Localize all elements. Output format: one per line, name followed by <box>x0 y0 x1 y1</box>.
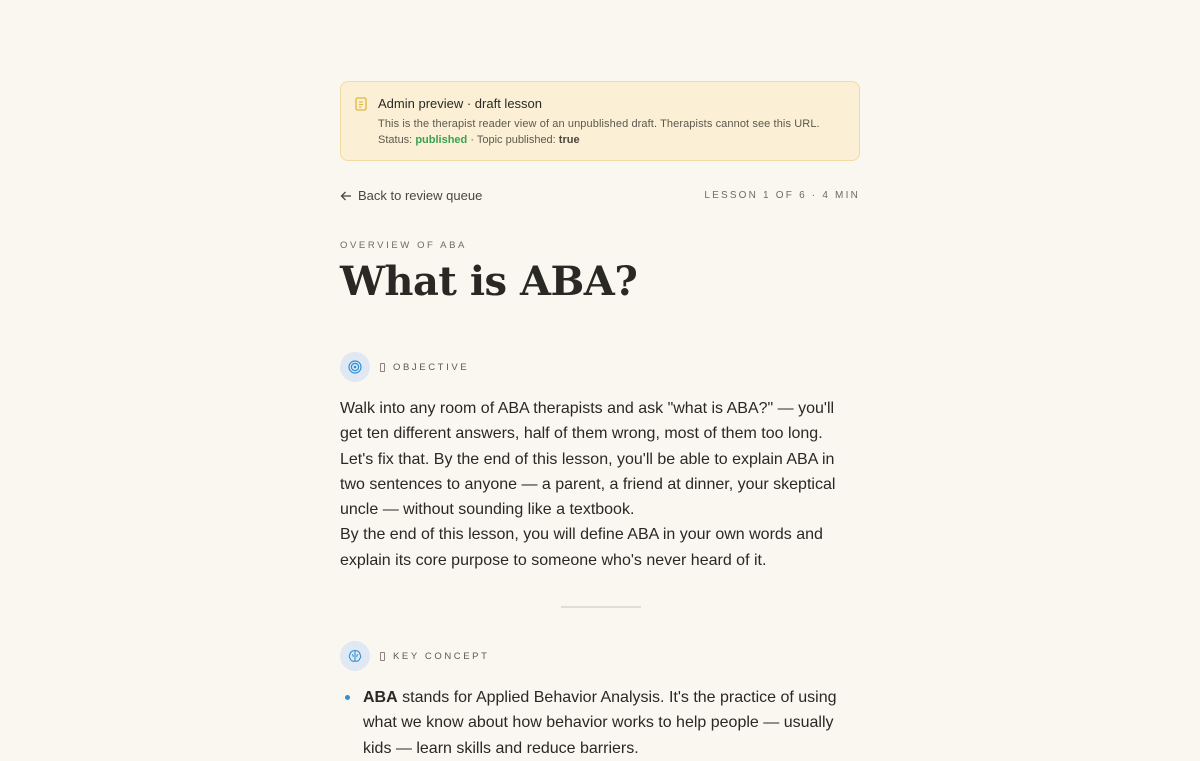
objective-body <box>340 396 860 573</box>
key-concept-section-header <box>340 641 490 671</box>
key-concept-label: KEY CONCEPT <box>393 650 490 662</box>
target-icon <box>340 352 370 382</box>
page-title: What is ABA? <box>340 258 638 305</box>
bullet-dot-icon <box>345 695 350 700</box>
brain-icon <box>340 641 370 671</box>
objective-label: OBJECTIVE <box>393 361 470 373</box>
topic-eyebrow: OVERVIEW OF ABA <box>340 240 467 251</box>
objective-paragraph: By the end of this lesson, you will define ABA in your own words and explain its core purpose to someone who's never heard of it. <box>340 526 823 569</box>
admin-preview-banner <box>340 81 860 161</box>
section-divider <box>561 606 641 608</box>
lesson-progress-meta: LESSON 1 OF 6 · 4 MIN <box>704 190 860 201</box>
document-icon <box>355 97 367 111</box>
status-label: Status: <box>378 134 413 146</box>
placeholder-glyph-icon <box>380 652 385 661</box>
arrow-left-icon <box>340 190 352 202</box>
placeholder-glyph-icon <box>380 363 385 372</box>
banner-description: This is the therapist reader view of an unpublished draft. Therapists cannot see this URL. <box>378 118 820 130</box>
topic-published-value: true <box>558 134 580 146</box>
objective-paragraph: Walk into any room of ABA therapists and ask "what is ABA?" — you'll get ten different answers, half of them wrong, most of them too long. Let's fix that. By the end of this lesson, you'll be able to explain ABA in two sentences to anyone — a parent, a friend at dinner, your skeptical uncle — without sounding like a textbook. <box>340 400 836 519</box>
banner-title: Admin preview · draft lesson <box>378 96 543 111</box>
back-to-review-queue-link[interactable] <box>340 188 482 203</box>
objective-section-header <box>340 352 469 382</box>
key-term: ABA <box>363 689 398 706</box>
key-term-definition: stands for Applied Behavior Analysis. It's the practice of using what we know about how behavior works to help people — usually kids — learn skills and reduce barriers. <box>363 689 837 757</box>
status-value: published <box>415 134 468 146</box>
banner-status-line <box>378 134 580 146</box>
back-link-label: Back to review queue <box>358 188 483 203</box>
topic-published-label: · Topic published: <box>470 134 556 146</box>
